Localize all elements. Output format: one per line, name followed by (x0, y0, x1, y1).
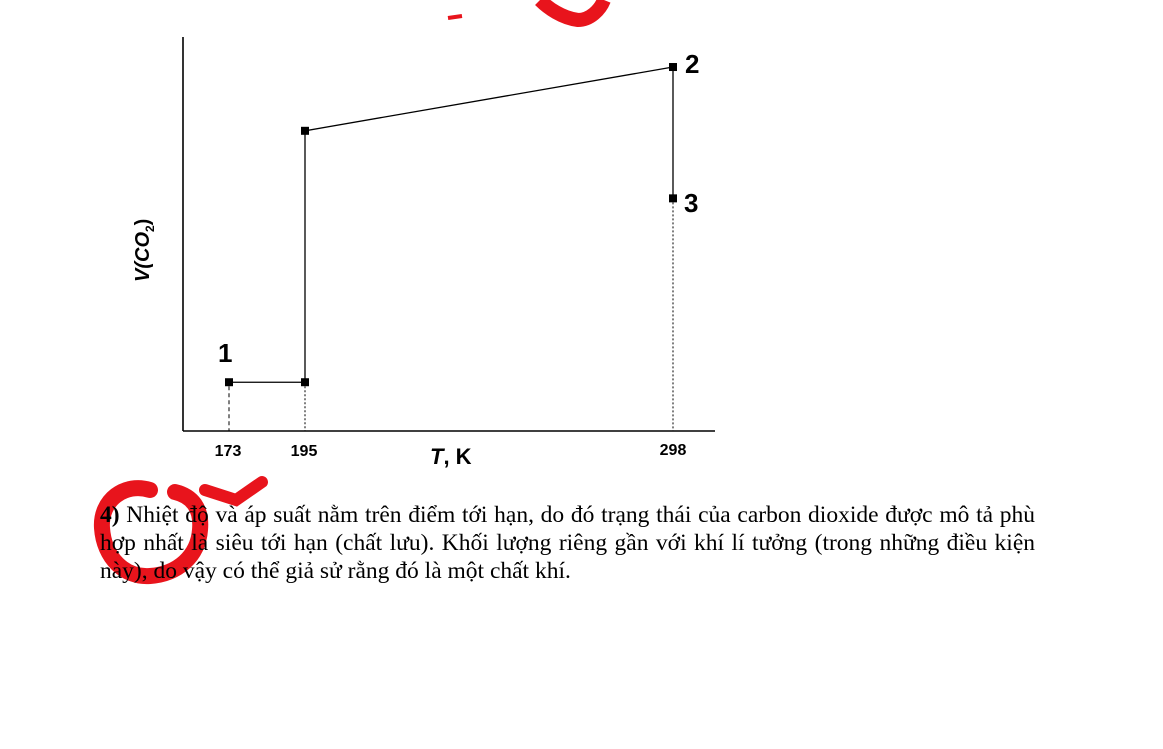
data-point (301, 378, 309, 386)
paragraph-number: 4) (100, 502, 120, 528)
data-point-3 (669, 194, 677, 202)
tick-label-298: 298 (659, 442, 687, 459)
answer-paragraph (100, 501, 1035, 585)
y-axis-label: $V(CO_2)$ (132, 218, 157, 282)
point-label-1: 1 (218, 338, 233, 368)
data-point-2 (669, 63, 677, 71)
tick-label-173: 173 (214, 443, 242, 460)
x-axis-label: T, K (430, 444, 472, 469)
point-label-2: 2 (685, 49, 700, 79)
paragraph-text: Nhiệt độ và áp suất nằm trên điểm tới hạn, do đó trạng thái của carbon dioxide được mô tả phù hợp nhất là siêu tới hạn (chất lưu). Khối lượng riêng gần với khí lí tưởng (trong những điều kiện này), do vậy có thể giả sử rằng đó là một chất khí. (100, 502, 1035, 584)
data-point-1 (225, 378, 233, 386)
series-line (229, 67, 673, 382)
data-point (301, 127, 309, 135)
red-annotation-dash-top (448, 16, 462, 18)
red-annotation-flick (205, 482, 262, 500)
tick-label-195: 195 (290, 443, 318, 460)
red-annotation-mark-top (540, 0, 604, 20)
point-label-3: 3 (684, 188, 699, 218)
